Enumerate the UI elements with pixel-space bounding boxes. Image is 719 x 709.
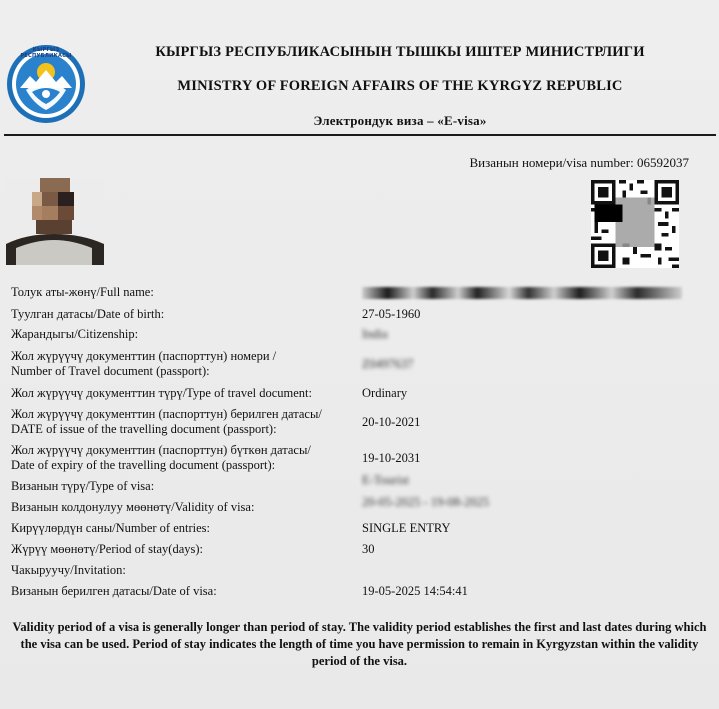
field-value: Ordinary: [362, 386, 408, 400]
applicant-photo: [6, 178, 104, 265]
field-value: SINGLE ENTRY: [362, 521, 451, 535]
emblem-text: КЫРГЫЗ РЕСПУБЛИКАСЫ: [20, 47, 72, 59]
photo-image: [6, 178, 104, 265]
field-value: 27-05-1960: [362, 307, 421, 321]
field-label: Жүрүү мөөнөтү/Period of stay(days):: [11, 542, 204, 556]
field-value: 20-10-2021: [362, 415, 421, 429]
field-value: Z0497637: [362, 357, 414, 371]
ministry-title-ky: КЫРГЫЗ РЕСПУБЛИКАСЫНЫН ТЫШКЫ ИШТЕР МИНИСТРЛИГИ: [155, 44, 645, 60]
header-divider: [4, 134, 716, 136]
ministry-title-en: MINISTRY OF FOREIGN AFFAIRS OF THE KYRGYZ REPUBLIC: [177, 78, 623, 94]
field-value: 30: [362, 542, 375, 556]
field-label: Кирүүлөрдүн саны/Number of entries:: [11, 521, 210, 535]
field-value: 20-05-2025 - 19-08-2025: [362, 495, 490, 509]
field-value: 19-10-2031: [362, 451, 421, 465]
validity-notice: Validity period of a visa is generally longer than period of stay. The validity period establishes the first and last dates during which the visa can be used. Period of stay indicates the length of time you have permission to remain in Kyrgyzstan within the validity period of the visa.: [12, 620, 707, 668]
field-label: Чакыруучу/Invitation:: [11, 563, 126, 577]
field-value: E-Tourist: [362, 473, 410, 487]
field-label: Жарандыгы/Citizenship:: [11, 327, 139, 341]
field-label: Жол жүрүүчү документтин (паспорттун) номери / Number of Travel document (passport):: [11, 349, 277, 378]
field-label: Жол жүрүүчү документтин (паспорттун) берилген датасы/ DATE of issue of the travelling document (passport):: [11, 407, 322, 436]
qr-code-icon: [591, 180, 679, 268]
field-label: Толук аты-жөнү/Full name:: [11, 285, 154, 299]
field-label: Визанын берилген датасы/Date of visa:: [11, 584, 217, 598]
field-value: India: [362, 327, 388, 341]
field-label: Туулган датасы/Date of birth:: [11, 307, 165, 321]
field-label: Визанын колдонулуу мөөнөтү/Validity of visa:: [11, 500, 255, 514]
document-title: Электрондук виза – «E-visa»: [313, 113, 487, 128]
visa-number: Визанын номери/visa number: 06592037: [469, 155, 689, 170]
field-label: Жол жүрүүчү документтин түрү/Type of travel document:: [11, 386, 312, 400]
field-label: Визанын түрү/Type of visa:: [11, 479, 155, 493]
field-label: Жол жүрүүчү документтин (паспорттун) бүткөн датасы/ Date of expiry of the travelling document (passport):: [11, 443, 311, 472]
field-value: 19-05-2025 14:54:41: [362, 584, 468, 598]
